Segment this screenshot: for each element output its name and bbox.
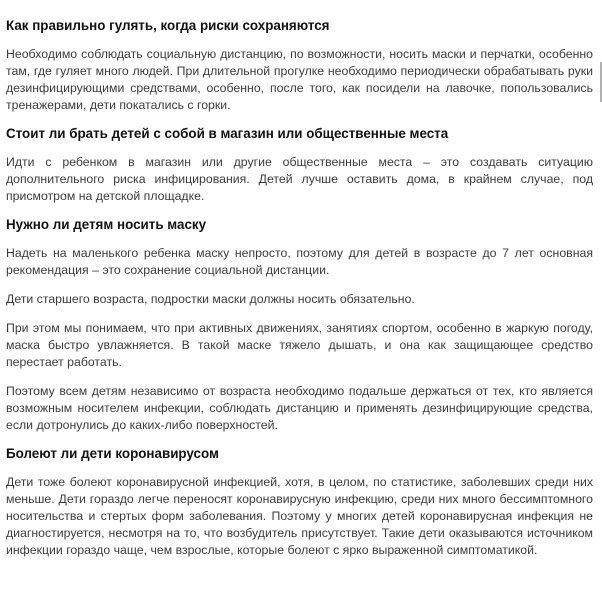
paragraph-masks-3: При этом мы понимаем, что при активных движениях, занятиях спортом, особенно в жаркую погоду, маска быстро увлажняется. В такой маске тяжело дышать, и она как защищающее средство перестает работать. — [6, 321, 593, 369]
section-heading-walking: Как правильно гулять, когда риски сохраняются — [6, 18, 330, 33]
article-body — [6, 18, 593, 559]
paragraph-masks-1: Надеть на маленького ребенка маску непросто, поэтому для детей в возрасте до 7 лет основная рекомендация – это сохранение социальной дистанции. — [6, 246, 593, 277]
paragraph-masks-4: Поэтому всем детям независимо от возраста необходимо подальше держаться от тех, кто является возможным носителем инфекции, соблюдать дистанцию и применять дезинфицирующие средства, если дотронулись до каких-либо поверхностей. — [6, 384, 593, 432]
section-heading-children-sick: Болеют ли дети коронавирусом — [6, 446, 219, 461]
section-heading-masks: Нужно ли детям носить маску — [6, 217, 207, 232]
section-heading-shops: Стоит ли брать детей с собой в магазин или общественные места — [6, 126, 449, 141]
paragraph-masks-2: Дети старшего возраста, подростки маски должны носить обязательно. — [6, 292, 415, 306]
paragraph-walking-1: Необходимо соблюдать социальную дистанцию, по возможности, носить маски и перчатки, особенно там, где гуляет много людей. При длительной прогулке необходимо периодически обрабатывать руки дезинфицирующими средствами, особенно, после того, как посидели на лавочке, попользовались тренажерами, дети покатались с горки. — [6, 47, 593, 112]
paragraph-shops-1: Идти с ребенком в магазин или другие общественные места – это создавать ситуацию дополнительного риска инфицирования. Детей лучше оставить дома, в крайнем случае, под присмотром на детской площадке. — [6, 155, 593, 203]
paragraph-children-sick-1: Дети тоже болеют коронавирусной инфекцией, хотя, в целом, по статистике, заболевших среди них меньше. Дети гораздо легче переносят коронавирусную инфекцию, среди них много бессимптомного носительства и стертых форм заболевания. Поэтому у многих детей коронавирусная инфекция не диагностируется, несмотря на то, что возбудитель присутствует. Такие дети оказываются источником инфекции гораздо чаще, чем взрослые, которые болеют с ярко выраженной симптоматикой. — [6, 475, 593, 557]
